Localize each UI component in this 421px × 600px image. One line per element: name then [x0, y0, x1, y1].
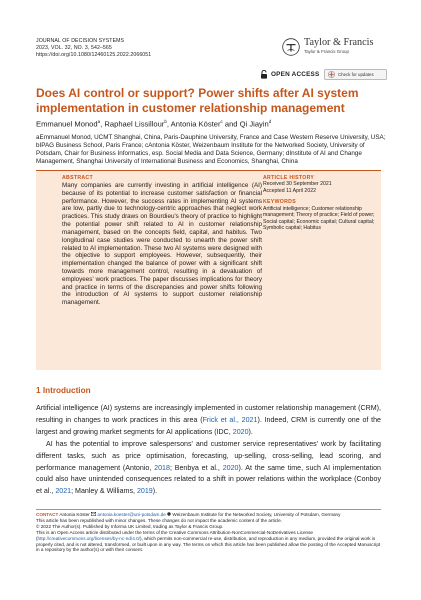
author-separator: ,	[100, 119, 105, 129]
email-icon	[91, 512, 96, 516]
footer-rule	[36, 509, 381, 510]
contact-label: CONTACT	[36, 512, 59, 517]
open-access-row	[260, 70, 400, 80]
journal-name: JOURNAL OF DECISION SYSTEMS	[36, 38, 125, 44]
accepted-date: Accepted 11 April 2022	[263, 187, 316, 194]
section-heading-introduction: 1 Introduction	[36, 386, 91, 395]
author-name[interactable]: Qi Jiayin	[239, 119, 269, 129]
keywords-heading: KEYWORDS	[263, 199, 296, 205]
author-separator: ,	[166, 119, 171, 129]
license-text	[36, 530, 381, 554]
introduction-body	[36, 403, 381, 498]
paragraph	[36, 403, 381, 439]
paragraph-text: Artificial intelligence (AI) systems are increasingly implemented in customer relationship management (CRM), resulting in changes to work practices in this area (	[36, 404, 381, 424]
article-title: Does AI control or support? Power shifts after AI system implementation in customer relationship management	[36, 86, 359, 115]
author-and: and	[222, 119, 240, 129]
paragraph-text: AI has the potential to improve salespersons' and customer service representatives' work by facilitating different tasks, such as price optimisation, forecasting, up-selling, cross-selling, lead scoring, and performance management (Antonio,	[36, 439, 381, 472]
paragraph-text: ).	[248, 427, 253, 436]
contact-affiliation: Weizenbaum Institute for the Networked Society, University of Potsdam, Germany	[171, 512, 341, 517]
author-affil-sup: a	[97, 119, 101, 124]
publisher-logo[interactable]	[282, 35, 394, 65]
license-text-part: ), which permits non-commercial re-use, distribution, and reproduction in any medium, provided the original work is properly cited, and is not altered, transformed, or built upon in any way. The terms on which this article has been published allow the posting of the Accepted Manuscript in a repository by the author(s) or with their consent.	[36, 535, 381, 553]
journal-info	[36, 38, 151, 59]
contact-name: Antonia Köster	[58, 512, 92, 517]
author-affil-sup: d	[268, 119, 272, 124]
copyright: © 2022 The Author(s). Published by Informa UK Limited, trading as Taylor & Francis Group.	[36, 523, 224, 529]
citation-link[interactable]: 2021	[55, 487, 72, 496]
license-text-part: This is an Open Access article distributed under the terms of the Creative Commons Attribution-NonCommercial-NoDerivatives License (	[36, 529, 314, 541]
author-name[interactable]: Antonia Köster	[170, 119, 221, 129]
author-affil-sup: c	[220, 119, 223, 124]
author-name[interactable]: Emmanuel Monod	[36, 119, 98, 129]
publisher-name: Taylor & Francis	[304, 37, 374, 48]
affiliations: aEmmanuel Monod, UCMT Shanghai, China, Paris-Dauphine University, France and Case Western Reserve University, USA; bIPAG Business School, Paris France; cAntonia Köster, Weizenbaum Institute for the Networked Society, University of Potsdam, Chair for Business Informatics, esp. Social Media and Data Science, Germany; dInstitute of AI and Change Management, Shanghai University of International Business and Economics, Shanghai, China	[36, 134, 386, 166]
open-access-label: OPEN ACCESS	[271, 71, 320, 78]
open-lock-icon	[260, 70, 268, 79]
check-updates-label: Check for updates	[338, 71, 374, 77]
citation-link[interactable]: 2020	[222, 463, 239, 472]
journal-volume: 2023, VOL. 32, NO. 3, 542–565	[36, 45, 112, 51]
check-updates-button[interactable]	[324, 69, 387, 80]
crossmark-icon	[328, 71, 335, 78]
abstract-heading: ABSTRACT	[62, 174, 93, 181]
publisher-emblem-icon	[282, 38, 300, 56]
keywords-text: Artificial intelligence; Customer relationship management; Theory of practice; Field of power; Social capital; Economic capital; Cultural capital; Symbolic capital; Habitus	[263, 205, 375, 232]
abstract-top-rule	[36, 170, 381, 171]
footer	[36, 512, 381, 553]
received-date: Received 30 September 2021	[263, 181, 332, 188]
contact-email-link[interactable]: antonia.koester@uni-potsdam.de	[97, 512, 166, 517]
paragraph-text: ).	[152, 487, 158, 496]
author-list	[36, 117, 386, 130]
citation-link[interactable]: 2019	[136, 487, 153, 496]
citation-link[interactable]: 2020	[232, 427, 249, 436]
author-name[interactable]: Raphael Lissillour	[104, 119, 165, 129]
article-history	[263, 175, 375, 195]
publisher-group: Taylor & Francis Group	[304, 49, 349, 54]
paragraph-text: ; Benbya et al.,	[169, 463, 223, 472]
journal-doi[interactable]: https://doi.org/10.1080/12460125.2022.2066051	[36, 52, 152, 58]
license-link[interactable]: http://creativecommons.org/licenses/by-nc-nd/4.0/	[37, 535, 140, 541]
keywords-block	[263, 199, 375, 232]
paragraph-text: ; Manley & Williams,	[71, 487, 137, 496]
paragraph-text: ). At the same time, such AI implementation could also have unintended consequences related to a shift in power relations within the workplace (Conboy et al.,	[36, 463, 382, 496]
paragraph	[36, 439, 381, 499]
republished-note: This article has been republished with minor changes. These changes do not impact the academic content of the article.	[36, 517, 283, 523]
article-history-heading: ARTICLE HISTORY	[263, 174, 315, 181]
abstract-text: Many companies are currently investing in artificial intelligence (AI) because of its potential to increase customer satisfaction or financial performance. However, the success rates in implementing AI systems are low, partly due to technology-centric approaches that neglect work practices. This study draws on Bourdieu's theory of practice to highlight the potential power shift related to AI in customer relationship management, based on the concepts field, capital, and habitus. Two longitudinal case studies were conducted to unearth the power shift related to AI implementation. These two AI systems were designed with the objective to support employees. However, subsequently, their implementation changed the balance of power with a significant shift towards more management control, resulting in a devaluation of employees' work practices. The paper discusses implications for theory and practice in terms of the discrepancies and power shifts following the introduction of AI systems to support customer relationship management.	[62, 182, 262, 307]
author-affil-sup: b	[164, 119, 167, 124]
citation-link[interactable]: 2018	[154, 463, 170, 472]
paragraph-text: ). Indeed, CRM is currently one of the largest and growing market segments for AI applications (IDC,	[36, 415, 382, 436]
citation-link[interactable]: Frick et al., 2021	[202, 415, 258, 424]
